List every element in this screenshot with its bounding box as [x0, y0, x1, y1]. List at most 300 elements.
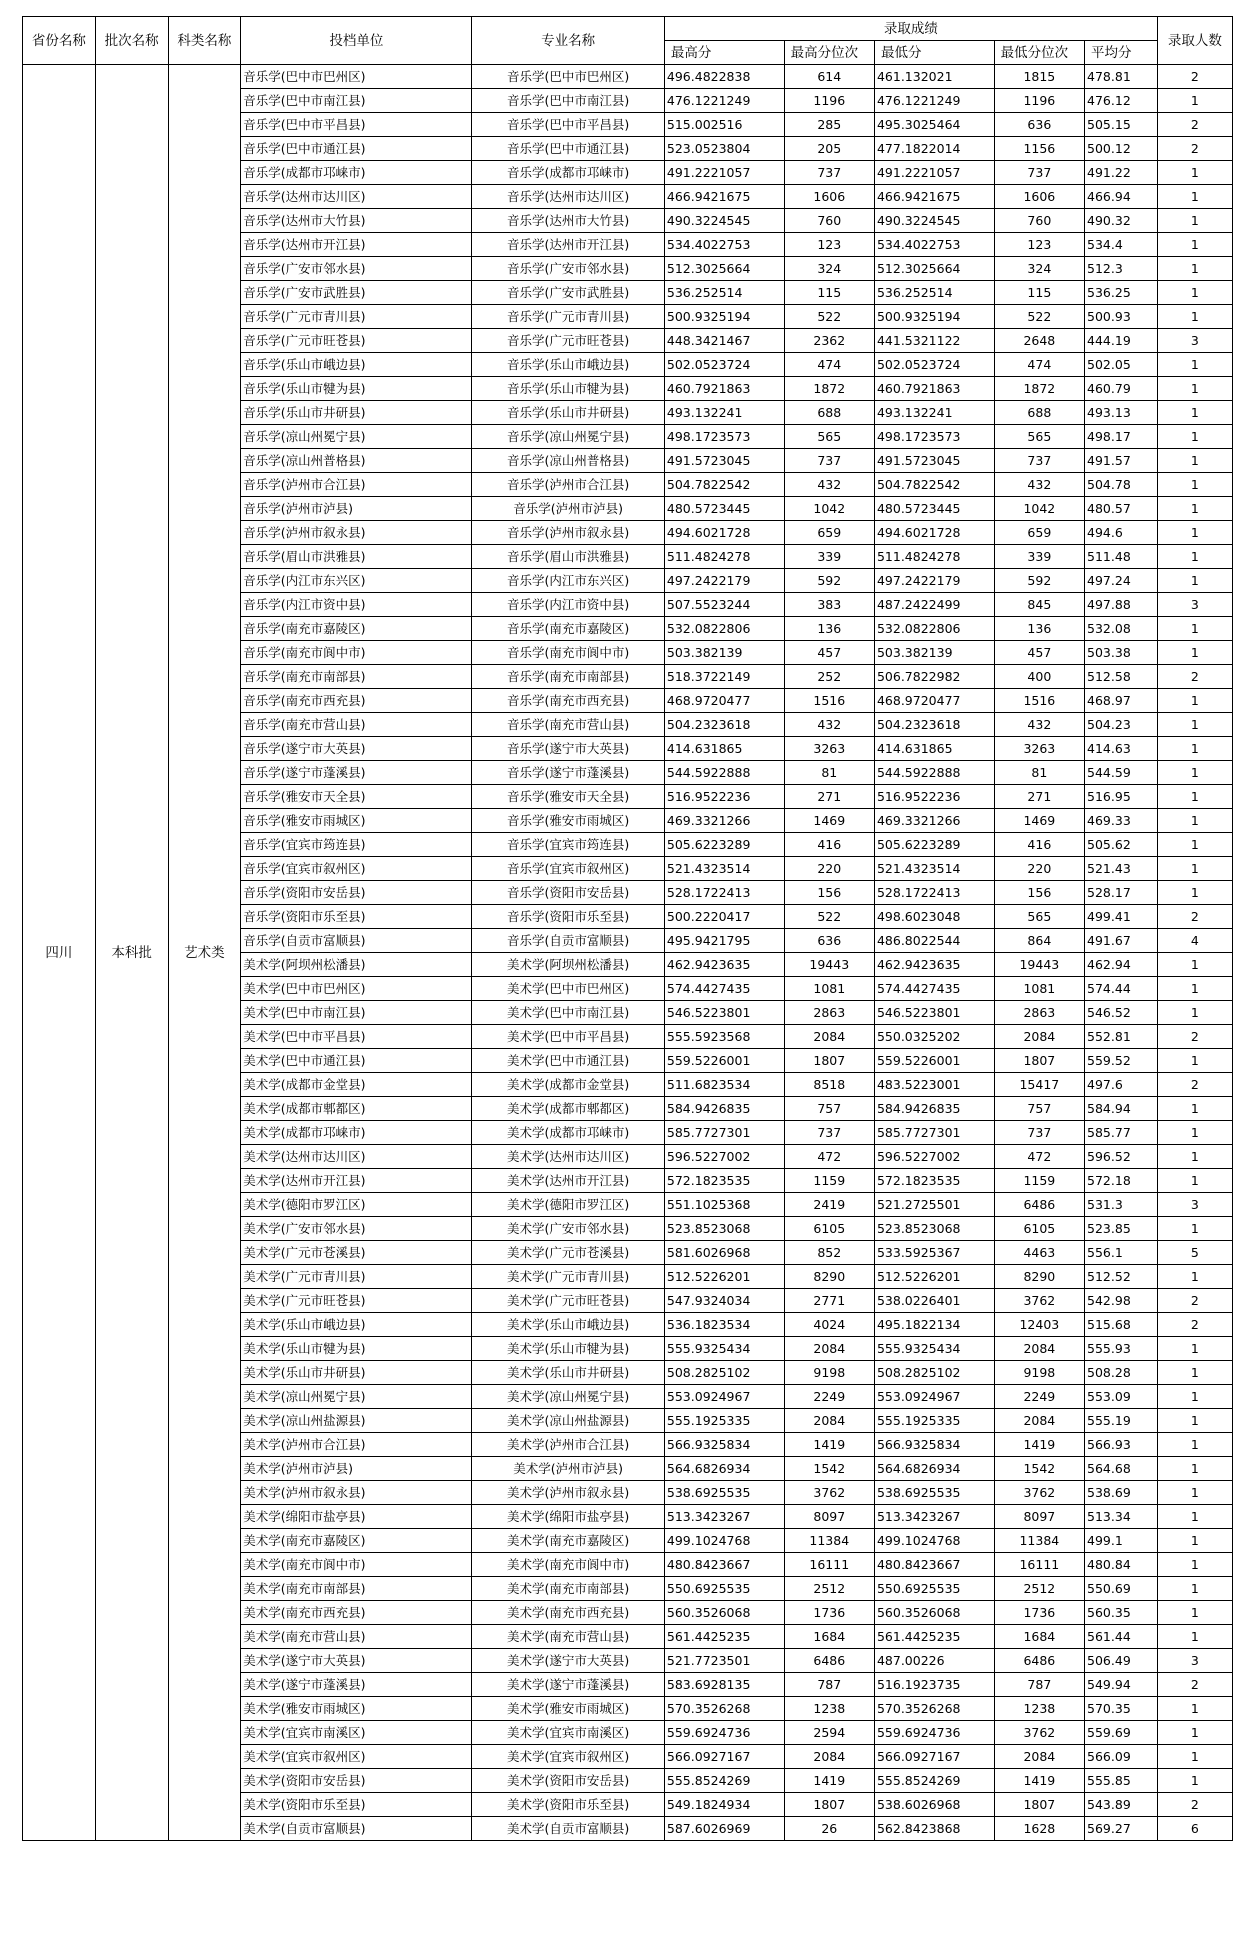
admit-count-cell: 1 — [1157, 1601, 1232, 1625]
admit-count-cell: 1 — [1157, 257, 1232, 281]
min-score-cell: 491.5723045 — [874, 449, 994, 473]
unit-cell: 美术学(达州市开江县) — [241, 1169, 472, 1193]
max-rank-cell: 472 — [784, 1145, 874, 1169]
unit-cell: 音乐学(内江市资中县) — [241, 593, 472, 617]
min-rank-cell: 8097 — [994, 1505, 1084, 1529]
min-rank-cell: 432 — [994, 713, 1084, 737]
min-score-cell: 505.6223289 — [874, 833, 994, 857]
min-rank-cell: 416 — [994, 833, 1084, 857]
major-cell: 美术学(德阳市罗江区) — [472, 1193, 664, 1217]
avg-score-cell: 596.52 — [1085, 1145, 1158, 1169]
avg-score-cell: 566.93 — [1085, 1433, 1158, 1457]
max-rank-cell: 416 — [784, 833, 874, 857]
avg-score-cell: 584.94 — [1085, 1097, 1158, 1121]
max-score-cell: 546.5223801 — [664, 1001, 784, 1025]
max-score-cell: 572.1823535 — [664, 1169, 784, 1193]
admit-count-cell: 1 — [1157, 1769, 1232, 1793]
major-cell: 音乐学(达州市开江县) — [472, 233, 664, 257]
unit-cell: 美术学(资阳市安岳县) — [241, 1769, 472, 1793]
unit-cell: 音乐学(泸州市合江县) — [241, 473, 472, 497]
major-cell: 音乐学(南充市营山县) — [472, 713, 664, 737]
max-score-cell: 491.5723045 — [664, 449, 784, 473]
admit-count-cell: 1 — [1157, 1121, 1232, 1145]
avg-score-cell: 469.33 — [1085, 809, 1158, 833]
unit-cell: 音乐学(广元市旺苍县) — [241, 329, 472, 353]
max-score-cell: 566.9325834 — [664, 1433, 784, 1457]
avg-score-cell: 468.97 — [1085, 689, 1158, 713]
max-rank-cell: 271 — [784, 785, 874, 809]
major-cell: 音乐学(凉山州冕宁县) — [472, 425, 664, 449]
min-rank-cell: 737 — [994, 161, 1084, 185]
major-cell: 美术学(凉山州冕宁县) — [472, 1385, 664, 1409]
max-rank-cell: 737 — [784, 449, 874, 473]
admit-count-cell: 1 — [1157, 377, 1232, 401]
min-score-cell: 503.382139 — [874, 641, 994, 665]
avg-score-cell: 497.88 — [1085, 593, 1158, 617]
major-cell: 音乐学(内江市资中县) — [472, 593, 664, 617]
avg-score-cell: 534.4 — [1085, 233, 1158, 257]
max-score-cell: 462.9423635 — [664, 953, 784, 977]
min-score-cell: 516.9522236 — [874, 785, 994, 809]
max-score-cell: 511.4824278 — [664, 545, 784, 569]
header-unit: 投档单位 — [241, 17, 472, 65]
min-rank-cell: 472 — [994, 1145, 1084, 1169]
admit-count-cell: 1 — [1157, 1577, 1232, 1601]
unit-cell: 美术学(成都市金堂县) — [241, 1073, 472, 1097]
admit-count-cell: 1 — [1157, 977, 1232, 1001]
min-rank-cell: 1419 — [994, 1433, 1084, 1457]
admit-count-cell: 1 — [1157, 161, 1232, 185]
avg-score-cell: 585.77 — [1085, 1121, 1158, 1145]
admit-count-cell: 2 — [1157, 1793, 1232, 1817]
max-score-cell: 498.1723573 — [664, 425, 784, 449]
admit-count-cell: 1 — [1157, 185, 1232, 209]
admit-count-cell: 1 — [1157, 689, 1232, 713]
admit-count-cell: 2 — [1157, 1313, 1232, 1337]
avg-score-cell: 516.95 — [1085, 785, 1158, 809]
major-cell: 美术学(乐山市犍为县) — [472, 1337, 664, 1361]
unit-cell: 音乐学(遂宁市大英县) — [241, 737, 472, 761]
max-rank-cell: 1736 — [784, 1601, 874, 1625]
admit-count-cell: 1 — [1157, 1697, 1232, 1721]
max-score-cell: 555.5923568 — [664, 1025, 784, 1049]
avg-score-cell: 498.17 — [1085, 425, 1158, 449]
unit-cell: 美术学(广元市旺苍县) — [241, 1289, 472, 1313]
min-rank-cell: 12403 — [994, 1313, 1084, 1337]
admit-count-cell: 1 — [1157, 473, 1232, 497]
unit-cell: 美术学(乐山市犍为县) — [241, 1337, 472, 1361]
min-score-cell: 441.5321122 — [874, 329, 994, 353]
admit-count-cell: 1 — [1157, 737, 1232, 761]
major-cell: 音乐学(泸州市合江县) — [472, 473, 664, 497]
max-rank-cell: 760 — [784, 209, 874, 233]
min-rank-cell: 2512 — [994, 1577, 1084, 1601]
max-score-cell: 512.5226201 — [664, 1265, 784, 1289]
min-score-cell: 476.1221249 — [874, 89, 994, 113]
max-rank-cell: 1159 — [784, 1169, 874, 1193]
min-score-cell: 502.0523724 — [874, 353, 994, 377]
min-rank-cell: 4463 — [994, 1241, 1084, 1265]
max-score-cell: 491.2221057 — [664, 161, 784, 185]
min-score-cell: 462.9423635 — [874, 953, 994, 977]
batch-cell: 本科批 — [95, 65, 168, 1841]
admit-count-cell: 1 — [1157, 425, 1232, 449]
max-rank-cell: 383 — [784, 593, 874, 617]
avg-score-cell: 460.79 — [1085, 377, 1158, 401]
admit-count-cell: 1 — [1157, 953, 1232, 977]
avg-score-cell: 466.94 — [1085, 185, 1158, 209]
max-score-cell: 495.9421795 — [664, 929, 784, 953]
avg-score-cell: 556.1 — [1085, 1241, 1158, 1265]
major-cell: 音乐学(乐山市峨边县) — [472, 353, 664, 377]
min-rank-cell: 522 — [994, 305, 1084, 329]
avg-score-cell: 491.67 — [1085, 929, 1158, 953]
major-cell: 音乐学(南充市嘉陵区) — [472, 617, 664, 641]
major-cell: 美术学(巴中市南江县) — [472, 1001, 664, 1025]
unit-cell: 音乐学(南充市阆中市) — [241, 641, 472, 665]
unit-cell: 音乐学(达州市达川区) — [241, 185, 472, 209]
avg-score-cell: 462.94 — [1085, 953, 1158, 977]
unit-cell: 音乐学(凉山州普格县) — [241, 449, 472, 473]
major-cell: 音乐学(达州市大竹县) — [472, 209, 664, 233]
max-score-cell: 515.002516 — [664, 113, 784, 137]
max-rank-cell: 2084 — [784, 1745, 874, 1769]
max-score-cell: 581.6026968 — [664, 1241, 784, 1265]
unit-cell: 美术学(达州市达川区) — [241, 1145, 472, 1169]
max-rank-cell: 339 — [784, 545, 874, 569]
major-cell: 音乐学(巴中市通江县) — [472, 137, 664, 161]
unit-cell: 美术学(宜宾市南溪区) — [241, 1721, 472, 1745]
major-cell: 音乐学(广安市邻水县) — [472, 257, 664, 281]
avg-score-cell: 478.81 — [1085, 65, 1158, 89]
max-rank-cell: 26 — [784, 1817, 874, 1841]
avg-score-cell: 511.48 — [1085, 545, 1158, 569]
min-rank-cell: 6486 — [994, 1193, 1084, 1217]
min-rank-cell: 156 — [994, 881, 1084, 905]
min-score-cell: 497.2422179 — [874, 569, 994, 593]
max-score-cell: 547.9324034 — [664, 1289, 784, 1313]
min-score-cell: 486.8022544 — [874, 929, 994, 953]
min-rank-cell: 2084 — [994, 1025, 1084, 1049]
admit-count-cell: 1 — [1157, 1169, 1232, 1193]
max-score-cell: 574.4427435 — [664, 977, 784, 1001]
unit-cell: 音乐学(资阳市安岳县) — [241, 881, 472, 905]
unit-cell: 音乐学(雅安市雨城区) — [241, 809, 472, 833]
min-score-cell: 538.6925535 — [874, 1481, 994, 1505]
header-batch: 批次名称 — [95, 17, 168, 65]
avg-score-cell: 512.58 — [1085, 665, 1158, 689]
major-cell: 美术学(巴中市平昌县) — [472, 1025, 664, 1049]
min-score-cell: 512.3025664 — [874, 257, 994, 281]
min-rank-cell: 2084 — [994, 1745, 1084, 1769]
min-rank-cell: 1872 — [994, 377, 1084, 401]
min-rank-cell: 1542 — [994, 1457, 1084, 1481]
avg-score-cell: 476.12 — [1085, 89, 1158, 113]
avg-score-cell: 553.09 — [1085, 1385, 1158, 1409]
max-score-cell: 512.3025664 — [664, 257, 784, 281]
min-score-cell: 550.6925535 — [874, 1577, 994, 1601]
major-cell: 美术学(巴中市巴州区) — [472, 977, 664, 1001]
major-cell: 音乐学(南充市阆中市) — [472, 641, 664, 665]
admit-count-cell: 1 — [1157, 1553, 1232, 1577]
admit-count-cell: 2 — [1157, 1025, 1232, 1049]
max-score-cell: 513.3423267 — [664, 1505, 784, 1529]
max-score-cell: 521.7723501 — [664, 1649, 784, 1673]
admit-count-cell: 1 — [1157, 1409, 1232, 1433]
category-cell: 艺术类 — [168, 65, 241, 1841]
major-cell: 美术学(宜宾市叙州区) — [472, 1745, 664, 1769]
min-rank-cell: 1419 — [994, 1769, 1084, 1793]
min-rank-cell: 81 — [994, 761, 1084, 785]
max-score-cell: 570.3526268 — [664, 1697, 784, 1721]
avg-score-cell: 444.19 — [1085, 329, 1158, 353]
admit-count-cell: 1 — [1157, 497, 1232, 521]
min-score-cell: 544.5922888 — [874, 761, 994, 785]
unit-cell: 美术学(广安市邻水县) — [241, 1217, 472, 1241]
min-score-cell: 566.9325834 — [874, 1433, 994, 1457]
avg-score-cell: 555.85 — [1085, 1769, 1158, 1793]
max-rank-cell: 432 — [784, 713, 874, 737]
min-rank-cell: 474 — [994, 353, 1084, 377]
min-score-cell: 487.00226 — [874, 1649, 994, 1673]
min-score-cell: 466.9421675 — [874, 185, 994, 209]
unit-cell: 音乐学(泸州市泸县) — [241, 497, 472, 521]
table-header — [23, 17, 1233, 65]
min-score-cell: 491.2221057 — [874, 161, 994, 185]
unit-cell: 美术学(遂宁市蓬溪县) — [241, 1673, 472, 1697]
min-score-cell: 538.6026968 — [874, 1793, 994, 1817]
min-score-cell: 480.5723445 — [874, 497, 994, 521]
avg-score-cell: 560.35 — [1085, 1601, 1158, 1625]
min-rank-cell: 1196 — [994, 89, 1084, 113]
max-score-cell: 505.6223289 — [664, 833, 784, 857]
unit-cell: 美术学(广元市苍溪县) — [241, 1241, 472, 1265]
table-body — [23, 65, 1233, 1841]
major-cell: 美术学(广元市苍溪县) — [472, 1241, 664, 1265]
avg-score-cell: 559.52 — [1085, 1049, 1158, 1073]
max-rank-cell: 614 — [784, 65, 874, 89]
max-rank-cell: 252 — [784, 665, 874, 689]
min-score-cell: 559.6924736 — [874, 1721, 994, 1745]
max-rank-cell: 757 — [784, 1097, 874, 1121]
max-score-cell: 480.5723445 — [664, 497, 784, 521]
admit-count-cell: 2 — [1157, 905, 1232, 929]
admit-count-cell: 1 — [1157, 1049, 1232, 1073]
max-score-cell: 538.6925535 — [664, 1481, 784, 1505]
unit-cell: 音乐学(雅安市天全县) — [241, 785, 472, 809]
major-cell: 美术学(遂宁市蓬溪县) — [472, 1673, 664, 1697]
major-cell: 音乐学(巴中市巴州区) — [472, 65, 664, 89]
avg-score-cell: 543.89 — [1085, 1793, 1158, 1817]
max-rank-cell: 1606 — [784, 185, 874, 209]
min-rank-cell: 8290 — [994, 1265, 1084, 1289]
admit-count-cell: 2 — [1157, 1673, 1232, 1697]
min-rank-cell: 2648 — [994, 329, 1084, 353]
unit-cell: 美术学(绵阳市盐亭县) — [241, 1505, 472, 1529]
major-cell: 美术学(南充市阆中市) — [472, 1553, 664, 1577]
min-score-cell: 546.5223801 — [874, 1001, 994, 1025]
admit-count-cell: 6 — [1157, 1817, 1232, 1841]
max-rank-cell: 522 — [784, 905, 874, 929]
avg-score-cell: 503.38 — [1085, 641, 1158, 665]
unit-cell: 美术学(雅安市雨城区) — [241, 1697, 472, 1721]
major-cell: 音乐学(雅安市天全县) — [472, 785, 664, 809]
avg-score-cell: 532.08 — [1085, 617, 1158, 641]
max-score-cell: 551.1025368 — [664, 1193, 784, 1217]
max-score-cell: 496.4822838 — [664, 65, 784, 89]
min-rank-cell: 9198 — [994, 1361, 1084, 1385]
min-rank-cell: 1815 — [994, 65, 1084, 89]
unit-cell: 美术学(凉山州盐源县) — [241, 1409, 472, 1433]
unit-cell: 音乐学(南充市嘉陵区) — [241, 617, 472, 641]
min-score-cell: 572.1823535 — [874, 1169, 994, 1193]
max-score-cell: 553.0924967 — [664, 1385, 784, 1409]
max-rank-cell: 1807 — [784, 1793, 874, 1817]
unit-cell: 美术学(泸州市泸县) — [241, 1457, 472, 1481]
max-score-cell: 584.9426835 — [664, 1097, 784, 1121]
unit-cell: 美术学(南充市西充县) — [241, 1601, 472, 1625]
max-rank-cell: 8518 — [784, 1073, 874, 1097]
max-score-cell: 504.2323618 — [664, 713, 784, 737]
header-max-rank: 最高分位次 — [784, 41, 874, 65]
min-score-cell: 483.5223001 — [874, 1073, 994, 1097]
min-rank-cell: 16111 — [994, 1553, 1084, 1577]
max-rank-cell: 2084 — [784, 1337, 874, 1361]
min-rank-cell: 1238 — [994, 1697, 1084, 1721]
avg-score-cell: 542.98 — [1085, 1289, 1158, 1313]
max-score-cell: 583.6928135 — [664, 1673, 784, 1697]
min-score-cell: 555.8524269 — [874, 1769, 994, 1793]
major-cell: 美术学(成都市金堂县) — [472, 1073, 664, 1097]
admit-count-cell: 1 — [1157, 1481, 1232, 1505]
avg-score-cell: 493.13 — [1085, 401, 1158, 425]
min-score-cell: 536.252514 — [874, 281, 994, 305]
unit-cell: 音乐学(凉山州冕宁县) — [241, 425, 472, 449]
max-score-cell: 555.8524269 — [664, 1769, 784, 1793]
max-score-cell: 502.0523724 — [664, 353, 784, 377]
unit-cell: 美术学(巴中市南江县) — [241, 1001, 472, 1025]
admit-count-cell: 1 — [1157, 1145, 1232, 1169]
unit-cell: 美术学(资阳市乐至县) — [241, 1793, 472, 1817]
avg-score-cell: 500.12 — [1085, 137, 1158, 161]
max-rank-cell: 1684 — [784, 1625, 874, 1649]
min-rank-cell: 565 — [994, 425, 1084, 449]
major-cell: 美术学(达州市开江县) — [472, 1169, 664, 1193]
max-rank-cell: 1238 — [784, 1697, 874, 1721]
admit-count-cell: 1 — [1157, 1001, 1232, 1025]
max-rank-cell: 19443 — [784, 953, 874, 977]
max-score-cell: 460.7921863 — [664, 377, 784, 401]
avg-score-cell: 497.24 — [1085, 569, 1158, 593]
min-rank-cell: 136 — [994, 617, 1084, 641]
min-score-cell: 523.8523068 — [874, 1217, 994, 1241]
admit-count-cell: 1 — [1157, 305, 1232, 329]
avg-score-cell: 555.19 — [1085, 1409, 1158, 1433]
max-score-cell: 521.4323514 — [664, 857, 784, 881]
major-cell: 美术学(雅安市雨城区) — [472, 1697, 664, 1721]
min-score-cell: 500.9325194 — [874, 305, 994, 329]
major-cell: 音乐学(雅安市雨城区) — [472, 809, 664, 833]
unit-cell: 美术学(泸州市合江县) — [241, 1433, 472, 1457]
admit-count-cell: 1 — [1157, 617, 1232, 641]
major-cell: 音乐学(乐山市犍为县) — [472, 377, 664, 401]
unit-cell: 美术学(南充市嘉陵区) — [241, 1529, 472, 1553]
major-cell: 美术学(广元市旺苍县) — [472, 1289, 664, 1313]
major-cell: 美术学(宜宾市南溪区) — [472, 1721, 664, 1745]
table-row — [23, 65, 1233, 89]
max-rank-cell: 737 — [784, 161, 874, 185]
major-cell: 音乐学(广元市旺苍县) — [472, 329, 664, 353]
min-rank-cell: 1156 — [994, 137, 1084, 161]
unit-cell: 美术学(凉山州冕宁县) — [241, 1385, 472, 1409]
min-rank-cell: 592 — [994, 569, 1084, 593]
major-cell: 美术学(绵阳市盐亭县) — [472, 1505, 664, 1529]
min-rank-cell: 123 — [994, 233, 1084, 257]
avg-score-cell: 536.25 — [1085, 281, 1158, 305]
major-cell: 音乐学(泸州市叙永县) — [472, 521, 664, 545]
admit-count-cell: 1 — [1157, 1505, 1232, 1529]
max-rank-cell: 1419 — [784, 1433, 874, 1457]
admit-count-cell: 1 — [1157, 761, 1232, 785]
min-score-cell: 498.6023048 — [874, 905, 994, 929]
max-score-cell: 561.4425235 — [664, 1625, 784, 1649]
max-rank-cell: 636 — [784, 929, 874, 953]
max-score-cell: 559.5226001 — [664, 1049, 784, 1073]
max-rank-cell: 6486 — [784, 1649, 874, 1673]
max-score-cell: 560.3526068 — [664, 1601, 784, 1625]
admit-count-cell: 1 — [1157, 569, 1232, 593]
min-score-cell: 504.2323618 — [874, 713, 994, 737]
header-major: 专业名称 — [472, 17, 664, 65]
min-rank-cell: 1081 — [994, 977, 1084, 1001]
avg-score-cell: 497.6 — [1085, 1073, 1158, 1097]
unit-cell: 音乐学(巴中市巴州区) — [241, 65, 472, 89]
admit-count-cell: 1 — [1157, 1217, 1232, 1241]
major-cell: 音乐学(成都市邛崃市) — [472, 161, 664, 185]
unit-cell: 音乐学(宜宾市叙州区) — [241, 857, 472, 881]
unit-cell: 美术学(广元市青川县) — [241, 1265, 472, 1289]
avg-score-cell: 549.94 — [1085, 1673, 1158, 1697]
header-scores-group: 录取成绩 — [664, 17, 1157, 41]
min-rank-cell: 339 — [994, 545, 1084, 569]
max-rank-cell: 285 — [784, 113, 874, 137]
major-cell: 美术学(南充市南部县) — [472, 1577, 664, 1601]
admit-count-cell: 1 — [1157, 713, 1232, 737]
avg-score-cell: 499.41 — [1085, 905, 1158, 929]
unit-cell: 美术学(宜宾市叙州区) — [241, 1745, 472, 1769]
max-rank-cell: 2863 — [784, 1001, 874, 1025]
min-rank-cell: 432 — [994, 473, 1084, 497]
min-rank-cell: 6105 — [994, 1217, 1084, 1241]
avg-score-cell: 515.68 — [1085, 1313, 1158, 1337]
min-rank-cell: 115 — [994, 281, 1084, 305]
major-cell: 美术学(遂宁市大英县) — [472, 1649, 664, 1673]
min-rank-cell: 15417 — [994, 1073, 1084, 1097]
unit-cell: 美术学(乐山市井研县) — [241, 1361, 472, 1385]
admit-count-cell: 1 — [1157, 401, 1232, 425]
admit-count-cell: 1 — [1157, 1385, 1232, 1409]
min-rank-cell: 737 — [994, 1121, 1084, 1145]
major-cell: 美术学(泸州市泸县) — [472, 1457, 664, 1481]
major-cell: 美术学(阿坝州松潘县) — [472, 953, 664, 977]
max-rank-cell: 3762 — [784, 1481, 874, 1505]
admit-count-cell: 1 — [1157, 1433, 1232, 1457]
min-score-cell: 559.5226001 — [874, 1049, 994, 1073]
header-min: 最低分 — [874, 41, 994, 65]
max-rank-cell: 1469 — [784, 809, 874, 833]
max-rank-cell: 565 — [784, 425, 874, 449]
unit-cell: 美术学(自贡市富顺县) — [241, 1817, 472, 1841]
